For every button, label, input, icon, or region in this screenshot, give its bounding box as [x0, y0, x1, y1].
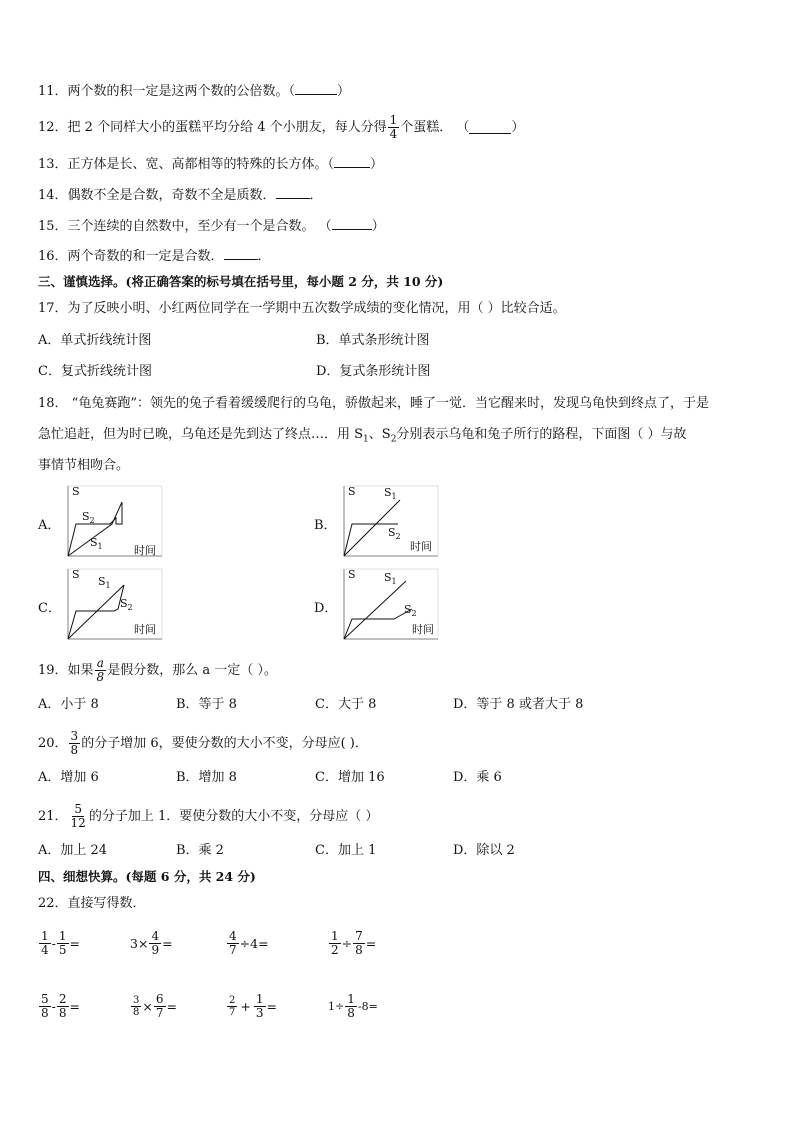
e5-b-den: 8: [58, 1006, 67, 1020]
y-axis-label: S: [348, 568, 356, 581]
s1-label: $S_1$: [384, 486, 397, 501]
q18-option-b-label[interactable]: B．: [314, 518, 337, 533]
s1-label: $S_1$: [90, 536, 103, 551]
e7-op: +: [240, 999, 251, 1014]
question-14: [38, 186, 323, 205]
q18-s2-sub: 2: [390, 434, 397, 445]
q11-close: ）: [337, 84, 351, 99]
q18-line-1: 18． “龟兔赛跑”：领先的兔子看着缓缓爬行的乌龟，骄傲起来，睡了一觉．当它醒来时，发现乌龟快到终点了，于是: [38, 396, 709, 411]
s2-label: $S_2$: [404, 603, 417, 618]
question-16: [38, 247, 271, 266]
question-22: 22．直接写得数．: [38, 896, 146, 911]
q21-option-c[interactable]: C．加上 1: [315, 843, 377, 858]
e5-eq: =: [69, 999, 80, 1014]
e3-post: ÷4=: [239, 936, 269, 951]
e8-b-den: 8: [347, 1006, 355, 1020]
e5-a-num: 5: [41, 992, 49, 1006]
s1-label: $S_1$: [98, 575, 111, 590]
q18-option-d-label[interactable]: D．: [314, 601, 338, 616]
q15-close: ）: [371, 219, 385, 234]
q22-expr-6: [130, 993, 177, 1020]
q22-expr-4: [328, 930, 376, 957]
q17-option-c[interactable]: C．复式折线统计图: [38, 364, 152, 379]
section-4-title: 四、细想快算。(每题 6 分，共 24 分): [38, 869, 256, 884]
q18-graph-c[interactable]: [62, 565, 166, 645]
q12-answer-blank[interactable]: [469, 121, 511, 134]
question-13: [38, 155, 383, 174]
e7-b-num: 1: [255, 992, 264, 1006]
s2-label: $S_2$: [82, 510, 95, 525]
q12-fraction: [388, 114, 400, 141]
q13-close: ）: [370, 157, 384, 172]
e1-b-num: 1: [58, 929, 67, 943]
q15-text: 15．三个连续的自然数中，至少有一个是合数。 （: [38, 219, 332, 234]
e1-op: -: [51, 936, 56, 951]
q20-text-after: 的分子增加 6，要使分数的大小不变，分母应( )．: [81, 735, 368, 751]
q12-frac-num: 1: [389, 113, 398, 127]
e6-op: ×: [142, 999, 153, 1014]
e4-a-den: 2: [331, 943, 339, 957]
e8-pre: 1÷: [328, 1000, 345, 1013]
e2-eq: =: [162, 936, 173, 951]
q14-answer-blank[interactable]: [276, 186, 310, 199]
q20-option-a[interactable]: A．增加 6: [38, 770, 99, 785]
e1-b-den: 5: [58, 943, 67, 957]
e1-a-den: 4: [41, 943, 49, 957]
q19-fraction: [95, 657, 107, 684]
e4-b-num: 7: [355, 929, 363, 943]
q17-option-d[interactable]: D．复式条形统计图: [316, 364, 431, 379]
q21-frac-num: 5: [74, 802, 82, 816]
q19-option-a[interactable]: A．小于 8: [38, 697, 99, 712]
q14-text: 14．偶数不全是合数，奇数不全是质数．: [38, 188, 276, 203]
y-axis-label: S: [348, 485, 356, 498]
q12-text-before: 12．把 2 个同样大小的蛋糕平均分给 4 个小朋友，每人分得: [38, 119, 387, 135]
question-11: [38, 82, 350, 101]
q20-option-b[interactable]: B．增加 8: [176, 770, 237, 785]
e2-b-num: 4: [151, 929, 160, 943]
q18-line-2b: 、S: [368, 427, 391, 442]
q12-text-after: 个蛋糕． （: [400, 119, 470, 135]
q20-fraction: [69, 730, 81, 757]
q16-text: 16．两个奇数的和一定是合数．: [38, 249, 224, 264]
question-12: [38, 114, 524, 141]
q21-option-a[interactable]: A．加上 24: [38, 843, 108, 858]
q13-text: 13．正方体是长、宽、高都相等的特殊的长方体。（: [38, 157, 335, 172]
e5-b-num: 2: [58, 992, 67, 1006]
q19-frac-num: a: [96, 656, 104, 670]
q19-text-after: 是假分数，那么 a 一定（ ）。: [107, 662, 277, 678]
q20-option-d[interactable]: D．乘 6: [453, 770, 502, 785]
section-3-title: 三、谨慎选择。(将正确答案的标号填在括号里，每小题 2 分，共 10 分): [38, 274, 444, 289]
q21-fraction: [69, 803, 88, 830]
question-19: [38, 657, 277, 684]
s1-label: $S_1$: [384, 571, 397, 586]
q19-text-before: 19．如果: [38, 662, 94, 678]
q15-answer-blank[interactable]: [332, 217, 372, 230]
q18-line-2: [38, 426, 687, 449]
e1-eq: =: [69, 936, 80, 951]
q17-option-b[interactable]: B．单式条形统计图: [316, 333, 430, 348]
s2-label: $S_2$: [388, 526, 401, 541]
e6-a-den: 8: [133, 1007, 140, 1018]
q18-graph-b[interactable]: [338, 482, 442, 562]
y-axis-label: S: [72, 485, 80, 498]
x-axis-label: 时间: [134, 623, 156, 636]
q19-option-d[interactable]: D．等于 8 或者大于 8: [453, 697, 584, 712]
q18-s1-sub: 1: [363, 434, 369, 445]
question-20: [38, 730, 368, 757]
q21-option-b[interactable]: B．乘 2: [176, 843, 224, 858]
q22-expr-2: [130, 930, 173, 957]
q18-line-2a: 急忙追赶，但为时已晚，乌龟还是先到达了终点…．用 S: [38, 427, 364, 442]
q12-frac-den: 4: [389, 127, 398, 141]
e7-a-den: 7: [229, 1007, 236, 1018]
x-axis-label: 时间: [412, 623, 434, 636]
q18-graph-d[interactable]: [338, 565, 442, 645]
q18-option-c-label[interactable]: C．: [38, 601, 61, 616]
e6-b-num: 6: [155, 992, 164, 1006]
question-15: [38, 217, 385, 236]
q21-text-after: 的分子加上 1．要使分数的大小不变，分母应（ ）: [88, 808, 379, 824]
q18-line-3: 事情节相吻合。: [38, 458, 130, 473]
q16-answer-blank[interactable]: [224, 247, 258, 260]
e5-op: -: [51, 999, 56, 1014]
e5-a-den: 8: [41, 1006, 49, 1020]
e7-eq: =: [266, 999, 277, 1014]
e4-b-den: 8: [355, 943, 363, 957]
s2-label: $S_2$: [120, 597, 133, 612]
s1-line: [344, 581, 406, 639]
q21-frac-den: 12: [70, 816, 86, 830]
q12-close: ）: [511, 119, 525, 135]
q20-text-before: 20．: [38, 735, 68, 751]
q19-option-c[interactable]: C．大于 8: [315, 697, 377, 712]
q19-frac-den: 8: [96, 670, 105, 684]
question-21: [38, 803, 378, 830]
q16-close: ．: [257, 249, 271, 264]
q22-expr-8: [328, 993, 378, 1020]
e1-a-num: 1: [41, 929, 49, 943]
s1-line: [68, 585, 124, 639]
q14-close: ．: [309, 188, 323, 203]
q18-line-2c: 分别表示乌龟和兔子所行的路程，下面图（ ）与故: [396, 427, 687, 442]
q11-text: 11．两个数的积一定是这两个数的公倍数。（: [38, 84, 296, 99]
e2-b-den: 9: [151, 943, 160, 957]
x-axis-label: 时间: [134, 544, 156, 557]
q21-option-d[interactable]: D．除以 2: [453, 843, 515, 858]
e4-op: ÷: [341, 936, 353, 951]
e6-eq: =: [166, 999, 177, 1014]
e8-post: -8=: [357, 1000, 378, 1013]
q21-text-before: 21．: [38, 808, 68, 824]
s2-line: [344, 609, 412, 639]
q20-frac-num: 3: [70, 729, 79, 743]
q17-option-a[interactable]: A．单式折线统计图: [38, 333, 152, 348]
e3-a-den: 7: [229, 943, 237, 957]
q22-expr-7: [226, 993, 277, 1020]
e7-a-num: 2: [229, 995, 236, 1006]
q22-expr-1: [38, 930, 80, 957]
e3-a-num: 4: [229, 929, 237, 943]
q18-graph-a[interactable]: [62, 482, 166, 562]
y-axis-label: S: [72, 568, 80, 581]
x-axis-label: 时间: [410, 540, 432, 553]
e4-eq: =: [365, 936, 377, 951]
q20-frac-den: 8: [70, 743, 79, 757]
q13-answer-blank[interactable]: [334, 155, 370, 168]
e8-b-num: 1: [347, 992, 355, 1006]
q18-option-a-label[interactable]: A．: [38, 518, 61, 533]
e6-a-num: 3: [133, 995, 140, 1006]
q22-expr-3: [226, 930, 269, 957]
e4-a-num: 1: [331, 929, 339, 943]
q20-option-c[interactable]: C．增加 16: [315, 770, 385, 785]
e7-b-den: 3: [255, 1006, 264, 1020]
e2-pre: 3×: [130, 936, 149, 951]
question-17: 17．为了反映小明、小红两位同学在一学期中五次数学成绩的变化情况，用（ ）比较合适。: [38, 301, 566, 316]
q22-expr-5: [38, 993, 80, 1020]
q11-answer-blank[interactable]: [295, 82, 337, 95]
e6-b-den: 7: [155, 1006, 164, 1020]
q19-option-b[interactable]: B．等于 8: [176, 697, 237, 712]
